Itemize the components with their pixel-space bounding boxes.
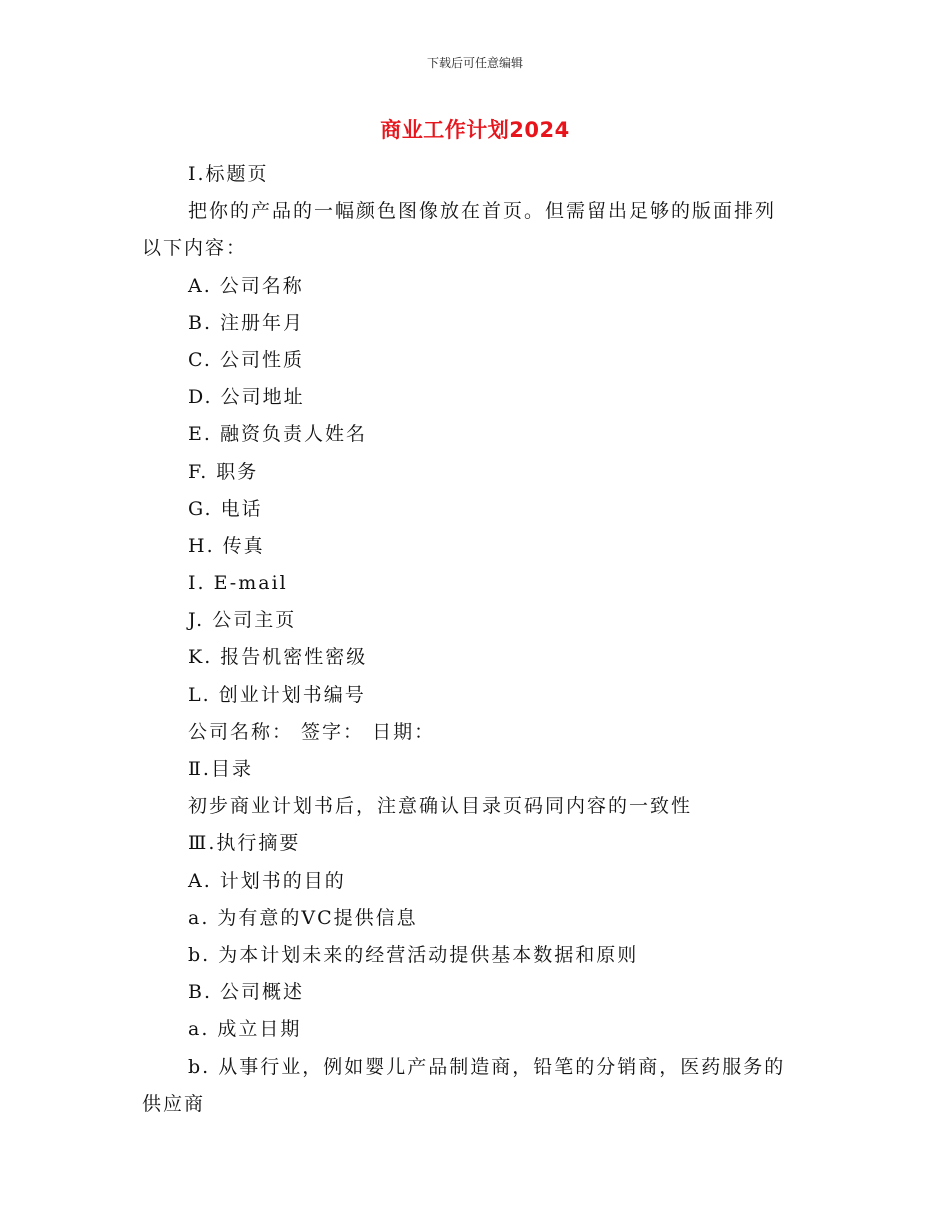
- document-line: D. 公司地址: [188, 386, 305, 409]
- document-title: 商业工作计划2024: [380, 118, 570, 142]
- document-line: A. 计划书的目的: [188, 869, 346, 892]
- document-line: F. 职务: [188, 460, 259, 483]
- document-line: a. 为有意的VC提供信息: [188, 906, 418, 929]
- page-header-note: 下载后可任意编辑: [426, 56, 523, 70]
- document-line: 初步商业计划书后，注意确认目录页码同内容的一致性: [188, 795, 693, 818]
- document-line: 以下内容：: [142, 237, 248, 260]
- document-line: B. 注册年月: [188, 311, 305, 334]
- document-line: 把你的产品的一幅颜色图像放在首页。但需留出足够的版面排列: [188, 200, 777, 223]
- document-line: C. 公司性质: [188, 348, 304, 371]
- document-line: b. 从事行业，例如婴儿产品制造商，铅笔的分销商，医药服务的: [188, 1055, 786, 1078]
- document-line: G. 电话: [188, 497, 263, 520]
- document-line: E. 融资负责人姓名: [188, 423, 367, 446]
- document-line: K. 报告机密性密级: [188, 646, 368, 669]
- document-line: Ⅱ.目录: [188, 758, 253, 780]
- document-line: A. 公司名称: [188, 274, 304, 297]
- document-line: Ⅰ.标题页: [188, 163, 269, 185]
- document-line: H. 传真: [188, 534, 265, 557]
- document-line: Ⅲ.执行摘要: [188, 832, 301, 855]
- document-line: J. 公司主页: [188, 609, 297, 632]
- document-line: B. 公司概述: [188, 981, 305, 1004]
- document-line: b. 为本计划未来的经营活动提供基本数据和原则: [188, 943, 639, 966]
- document-body: [142, 156, 822, 1123]
- document-line: L. 创业计划书编号: [188, 683, 366, 706]
- document-line: 公司名称： 签字： 日期：: [188, 720, 436, 743]
- document-line: a. 成立日期: [188, 1018, 302, 1041]
- document-line: I. E-mail: [188, 572, 288, 595]
- document-line: 供应商: [142, 1092, 206, 1115]
